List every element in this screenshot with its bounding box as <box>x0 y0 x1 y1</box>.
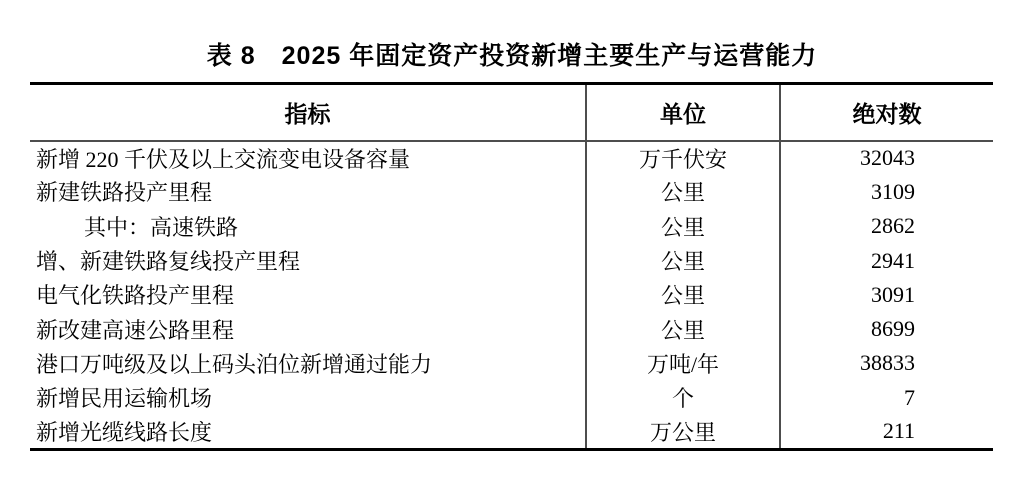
value-cell: 2941 <box>780 243 993 277</box>
unit-cell: 公里 <box>586 312 780 346</box>
value-cell: 32043 <box>780 141 993 175</box>
unit-cell: 万千伏安 <box>586 141 780 175</box>
col-header-value: 绝对数 <box>780 84 993 141</box>
col-header-indicator: 指标 <box>30 84 586 141</box>
table-row <box>30 175 993 209</box>
col-header-unit: 单位 <box>586 84 780 141</box>
indicator-cell: 其中：高速铁路 <box>84 214 239 240</box>
indicator-cell: 新增光缆线路长度 <box>36 419 213 445</box>
value-cell: 2862 <box>780 209 993 243</box>
indicator-cell: 增、新建铁路复线投产里程 <box>36 249 301 275</box>
table-row <box>30 312 993 346</box>
value-cell: 8699 <box>780 312 993 346</box>
table-row <box>30 209 993 243</box>
value-cell: 3091 <box>780 278 993 312</box>
capacity-table <box>30 82 993 451</box>
value-cell: 7 <box>780 381 993 415</box>
indicator-cell: 新改建高速公路里程 <box>36 317 235 343</box>
value-cell: 211 <box>780 415 993 449</box>
unit-cell: 公里 <box>586 175 780 209</box>
unit-cell: 公里 <box>586 243 780 277</box>
unit-cell: 公里 <box>586 278 780 312</box>
table-row <box>30 381 993 415</box>
indicator-cell: 电气化铁路投产里程 <box>36 283 235 309</box>
unit-cell: 万吨/年 <box>586 346 780 380</box>
table-title: 表 8 2025 年固定资产投资新增主要生产与运营能力 <box>206 42 818 70</box>
indicator-cell: 港口万吨级及以上码头泊位新增通过能力 <box>36 351 433 377</box>
indicator-cell: 新增 220 千伏及以上交流变电设备容量 <box>36 146 411 172</box>
indicator-cell: 新增民用运输机场 <box>36 386 213 412</box>
value-cell: 3109 <box>780 175 993 209</box>
table-row <box>30 278 993 312</box>
table-row <box>30 243 993 277</box>
indicator-cell: 新建铁路投产里程 <box>36 180 213 206</box>
value-cell: 38833 <box>780 346 993 380</box>
header-row <box>30 84 993 141</box>
table-row <box>30 346 993 380</box>
unit-cell: 万公里 <box>586 415 780 449</box>
unit-cell: 个 <box>586 381 780 415</box>
table-row <box>30 415 993 449</box>
table-row <box>30 141 993 175</box>
unit-cell: 公里 <box>586 209 780 243</box>
